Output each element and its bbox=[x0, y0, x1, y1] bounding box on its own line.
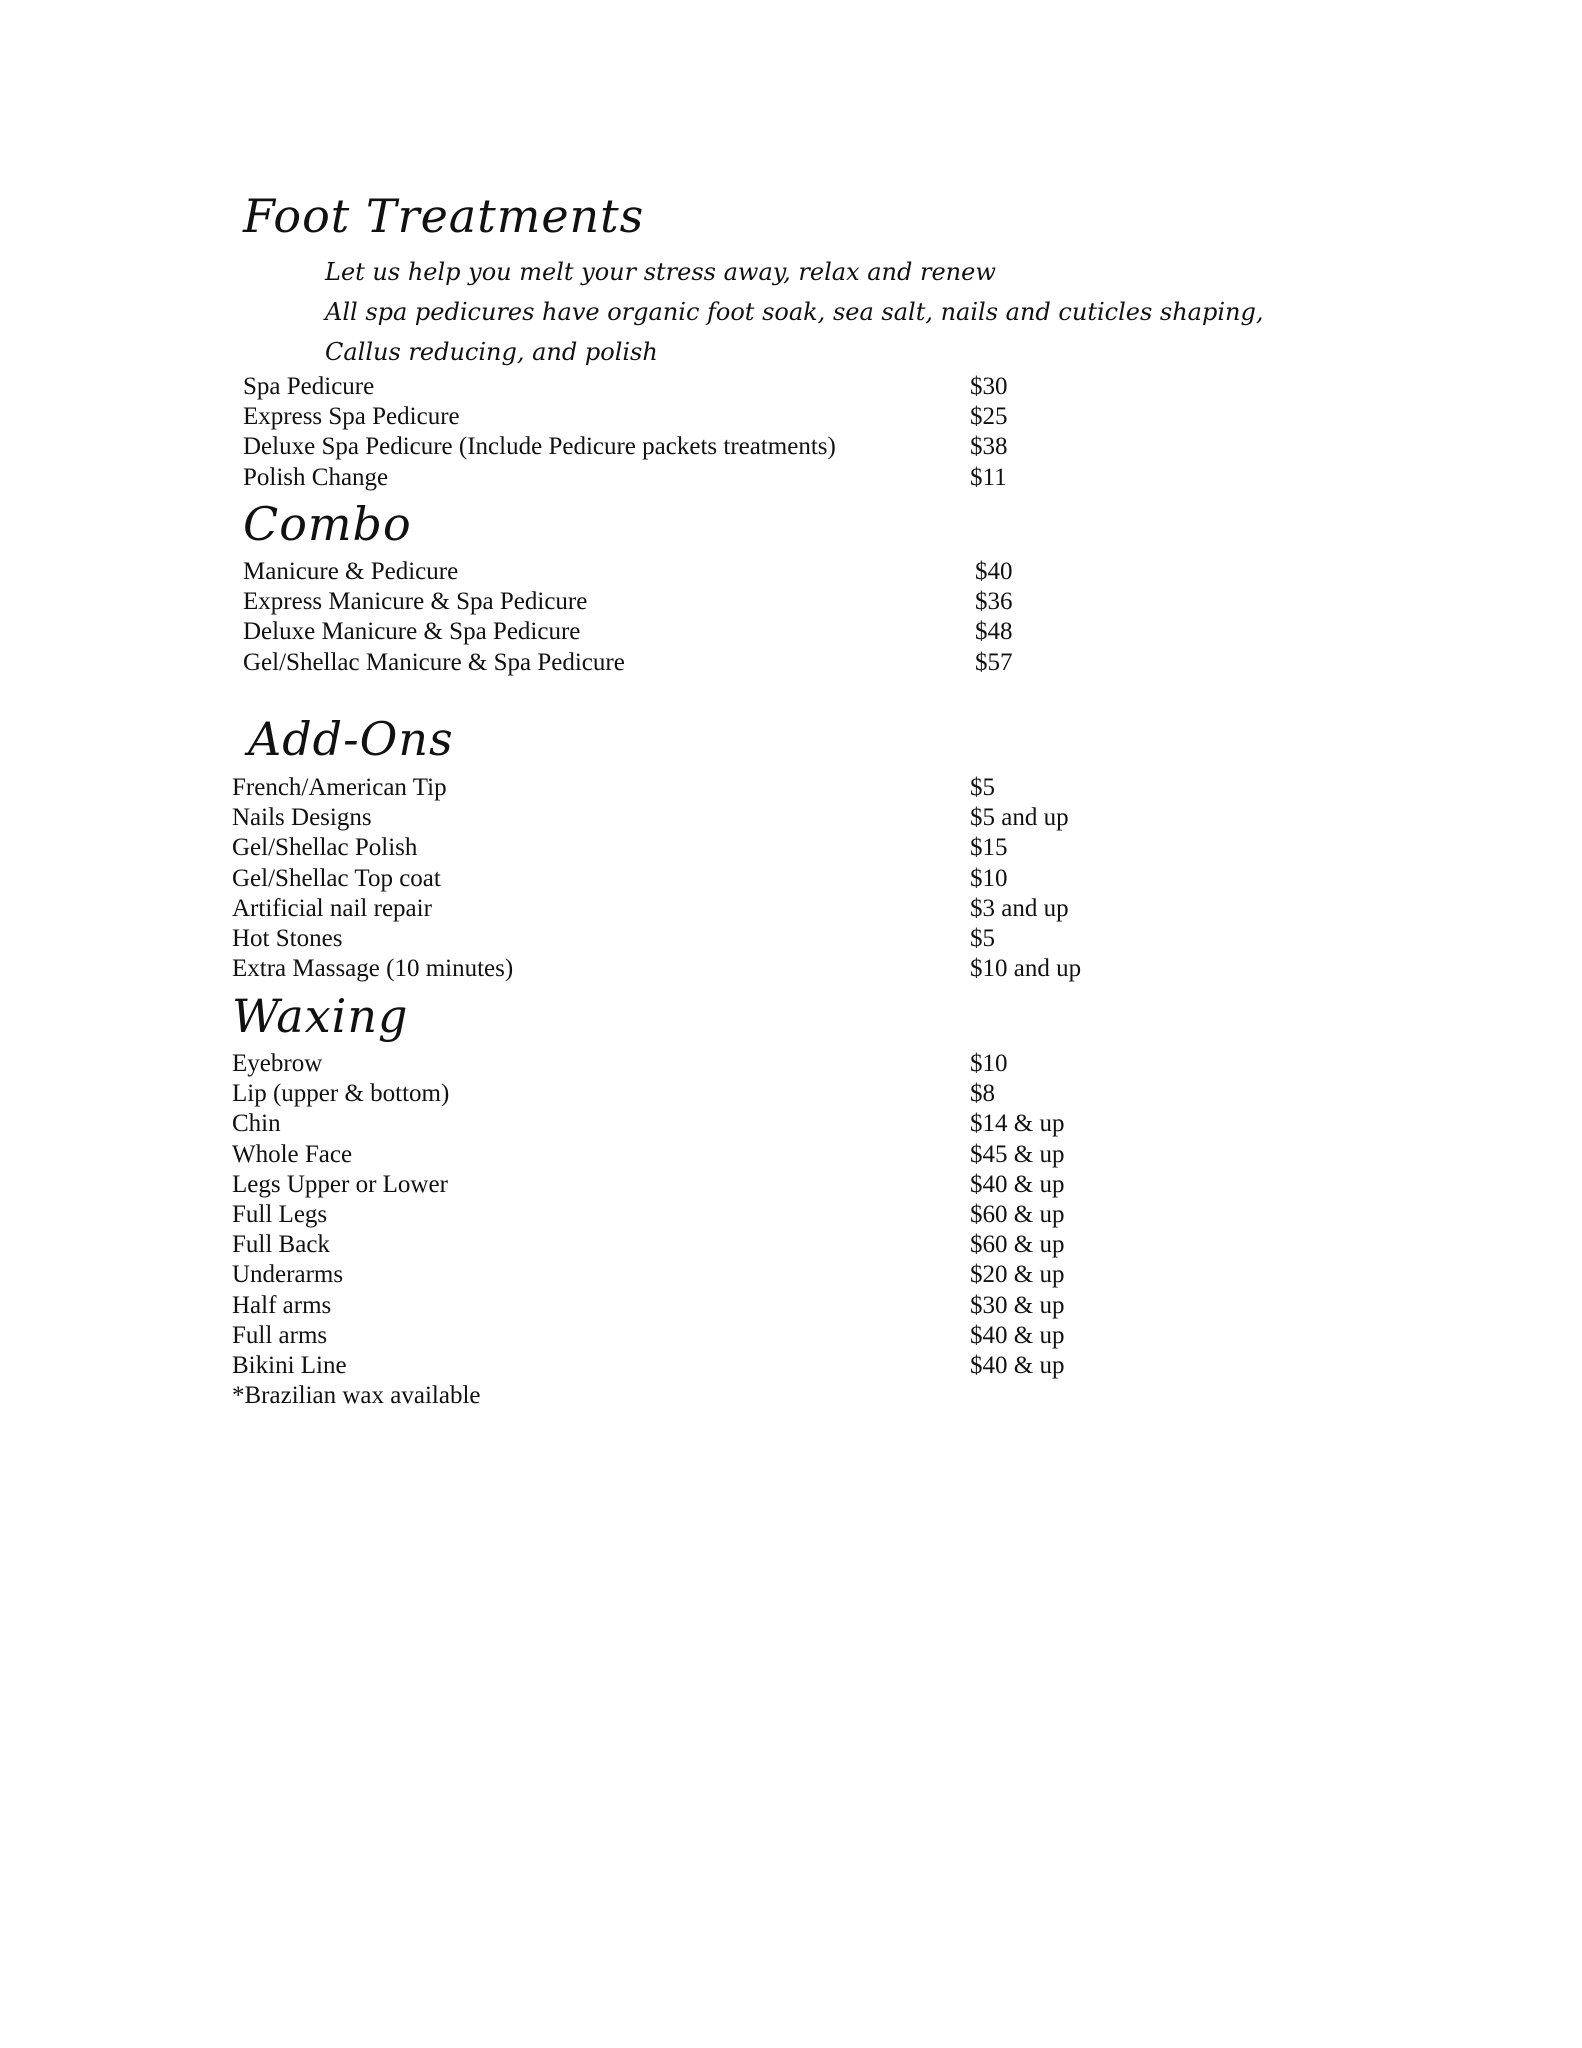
waxing-heading: Waxing bbox=[232, 989, 409, 1043]
list-item bbox=[232, 1351, 1132, 1381]
foot-treatments-list bbox=[243, 372, 1143, 493]
item-price: $10 and up bbox=[970, 955, 1082, 983]
add-ons-heading: Add-Ons bbox=[248, 712, 454, 766]
item-price: $36 bbox=[975, 588, 1013, 616]
item-name: Eyebrow bbox=[232, 1050, 323, 1077]
list-item bbox=[243, 648, 1143, 678]
item-name: Deluxe Spa Pedicure (Include Pedicure packets treatments) bbox=[243, 433, 836, 461]
list-item bbox=[232, 1170, 1132, 1200]
item-name: Gel/Shellac Manicure & Spa Pedicure bbox=[243, 648, 625, 676]
item-price: $40 bbox=[975, 558, 1013, 585]
item-name: Full Back bbox=[232, 1231, 330, 1259]
item-name: Bikini Line bbox=[232, 1351, 347, 1379]
list-item bbox=[243, 463, 1143, 493]
brazilian-wax-note: *Brazilian wax available bbox=[232, 1382, 481, 1409]
item-price: $60 & up bbox=[970, 1200, 1065, 1228]
item-name: Underarms bbox=[232, 1261, 344, 1289]
item-price: $30 & up bbox=[970, 1291, 1065, 1319]
item-price: $3 and up bbox=[970, 894, 1069, 922]
item-price: $38 bbox=[970, 433, 1008, 461]
item-name: Chin bbox=[232, 1110, 281, 1138]
item-price: $25 bbox=[970, 403, 1008, 431]
list-item bbox=[243, 617, 1143, 647]
item-price: $5 bbox=[970, 774, 995, 801]
item-name: Full Legs bbox=[232, 1200, 328, 1228]
item-name: Nails Designs bbox=[232, 804, 372, 832]
item-name: Extra Massage (10 minutes) bbox=[232, 955, 514, 983]
item-price: $40 & up bbox=[970, 1170, 1065, 1198]
intro-line: All spa pedicures have organic foot soak, sea salt, nails and cuticles shaping, bbox=[325, 298, 1264, 326]
item-price: $10 bbox=[970, 1050, 1008, 1077]
item-name: Full arms bbox=[232, 1321, 328, 1349]
item-name: Express Manicure & Spa Pedicure bbox=[243, 588, 588, 616]
item-price: $20 & up bbox=[970, 1261, 1065, 1289]
item-name: Spa Pedicure bbox=[243, 373, 375, 400]
waxing-list bbox=[232, 1049, 1132, 1381]
item-name: Polish Change bbox=[243, 463, 389, 491]
item-price: $60 & up bbox=[970, 1231, 1065, 1259]
item-name: Half arms bbox=[232, 1291, 332, 1319]
combo-list bbox=[243, 557, 1143, 678]
list-item bbox=[232, 1140, 1132, 1170]
list-item bbox=[232, 1291, 1132, 1321]
intro-line: Callus reducing, and polish bbox=[325, 338, 658, 366]
foot-treatments-intro bbox=[325, 252, 1263, 372]
item-price: $48 bbox=[975, 618, 1013, 646]
item-name: Whole Face bbox=[232, 1140, 353, 1168]
item-price: $40 & up bbox=[970, 1321, 1065, 1349]
item-price: $14 & up bbox=[970, 1110, 1065, 1138]
list-item bbox=[232, 1230, 1132, 1260]
list-item bbox=[232, 894, 1132, 924]
item-price: $40 & up bbox=[970, 1351, 1065, 1379]
list-item bbox=[232, 1109, 1132, 1139]
item-name: Hot Stones bbox=[232, 924, 343, 952]
item-price: $11 bbox=[970, 463, 1007, 491]
list-item bbox=[243, 557, 1143, 587]
item-name: Gel/Shellac Polish bbox=[232, 834, 418, 862]
item-price: $30 bbox=[970, 373, 1008, 400]
item-name: Express Spa Pedicure bbox=[243, 403, 460, 431]
list-item bbox=[232, 833, 1132, 863]
list-item bbox=[232, 1079, 1132, 1109]
item-name: Artificial nail repair bbox=[232, 894, 432, 922]
list-item bbox=[232, 1321, 1132, 1351]
item-name: Legs Upper or Lower bbox=[232, 1170, 448, 1198]
item-name: French/American Tip bbox=[232, 774, 447, 801]
list-item bbox=[232, 924, 1132, 954]
list-item bbox=[243, 432, 1143, 462]
item-price: $10 bbox=[970, 864, 1008, 892]
list-item bbox=[232, 954, 1132, 984]
list-item bbox=[232, 1260, 1132, 1290]
list-item bbox=[232, 864, 1132, 894]
list-item bbox=[232, 773, 1132, 803]
list-item bbox=[243, 587, 1143, 617]
item-name: Deluxe Manicure & Spa Pedicure bbox=[243, 618, 581, 646]
item-name: Gel/Shellac Top coat bbox=[232, 864, 441, 892]
list-item bbox=[232, 803, 1132, 833]
add-ons-list bbox=[232, 773, 1132, 984]
foot-treatments-heading: Foot Treatments bbox=[243, 189, 645, 243]
item-price: $5 bbox=[970, 924, 995, 952]
item-name: Lip (upper & bottom) bbox=[232, 1080, 450, 1108]
list-item bbox=[232, 1049, 1132, 1079]
item-price: $57 bbox=[975, 648, 1013, 676]
item-price: $45 & up bbox=[970, 1140, 1065, 1168]
list-item bbox=[243, 372, 1143, 402]
combo-heading: Combo bbox=[243, 497, 412, 551]
item-price: $8 bbox=[970, 1080, 995, 1108]
intro-line: Let us help you melt your stress away, relax and renew bbox=[325, 258, 996, 286]
list-item bbox=[243, 402, 1143, 432]
item-price: $15 bbox=[970, 834, 1008, 862]
item-name: Manicure & Pedicure bbox=[243, 558, 459, 585]
item-price: $5 and up bbox=[970, 804, 1069, 832]
list-item bbox=[232, 1200, 1132, 1230]
